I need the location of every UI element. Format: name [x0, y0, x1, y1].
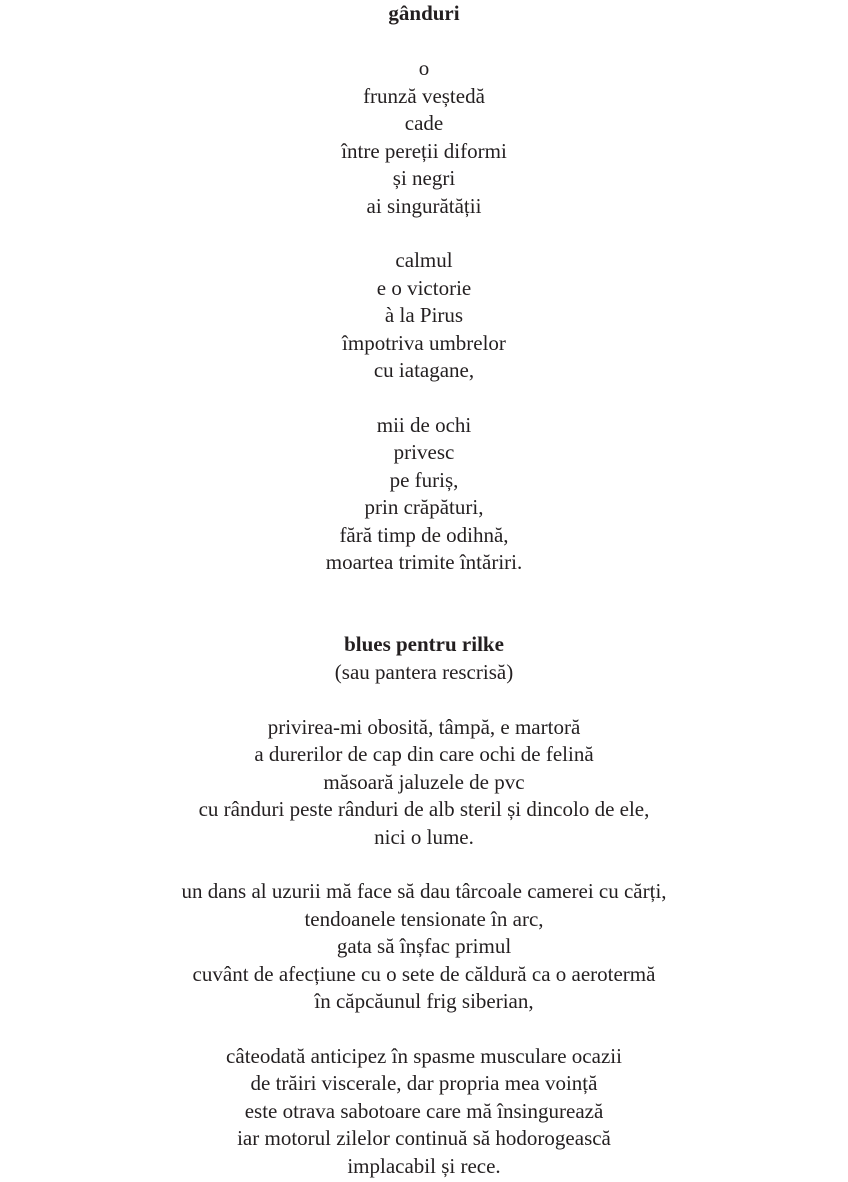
poem-line: privirea-mi obosită, tâmpă, e martoră [267, 715, 581, 739]
poem-line: iar motorul zilelor continuă să hodorogească [237, 1126, 611, 1150]
poem-line: câteodată anticipez în spasme musculare ocazii [226, 1044, 622, 1068]
poem-line: privesc [393, 440, 455, 464]
poem-line: în căpcăunul frig siberian, [314, 989, 534, 1013]
poem-line: prin crăpături, [364, 495, 484, 519]
poem-line: frunză veștedă [363, 84, 485, 108]
poem-line: moartea trimite întăriri. [325, 550, 523, 574]
poem-line: cu rânduri peste rânduri de alb steril și dincolo de ele, [198, 797, 650, 821]
poem-line: este otrava sabotoare care mă însingurează [244, 1099, 604, 1123]
poem-line: cuvânt de afecțiune cu o sete de căldură ca o aerotermă [192, 962, 656, 986]
poem-line: a durerilor de cap din care ochi de felină [254, 742, 594, 766]
poem-line: între pereții diformi [341, 139, 507, 163]
poem-line: fără timp de odihnă, [339, 523, 509, 547]
poem-line: gata să înșfac primul [336, 934, 512, 958]
poem-line: pe furiș, [389, 468, 459, 492]
poem-line: un dans al uzurii mă face să dau târcoale camerei cu cărți, [181, 879, 667, 903]
poem-line: și negri [392, 166, 456, 190]
poem-line: cu iatagane, [373, 358, 475, 382]
poem-line: calmul [395, 248, 453, 272]
poem-line: implacabil și rece. [347, 1154, 501, 1178]
poem-line: tendoanele tensionate în arc, [304, 907, 544, 931]
poem-line: o [418, 56, 430, 80]
poem-line: mii de ochi [376, 413, 472, 437]
poem-line: măsoară jaluzele de pvc [323, 770, 525, 794]
poem-line: cade [404, 111, 444, 135]
poem-line: à la Pirus [384, 303, 464, 327]
poem-line: ai singurătății [366, 194, 482, 218]
poem-title: blues pentru rilke [344, 632, 504, 656]
poem-line: e o victorie [376, 276, 472, 300]
poem-line: de trăiri viscerale, dar propria mea voință [250, 1071, 598, 1095]
poem-line: împotriva umbrelor [342, 331, 506, 355]
poem-title: gânduri [388, 1, 460, 25]
poem-subtitle: (sau pantera rescrisă) [334, 660, 514, 684]
poem-line: nici o lume. [374, 825, 474, 849]
